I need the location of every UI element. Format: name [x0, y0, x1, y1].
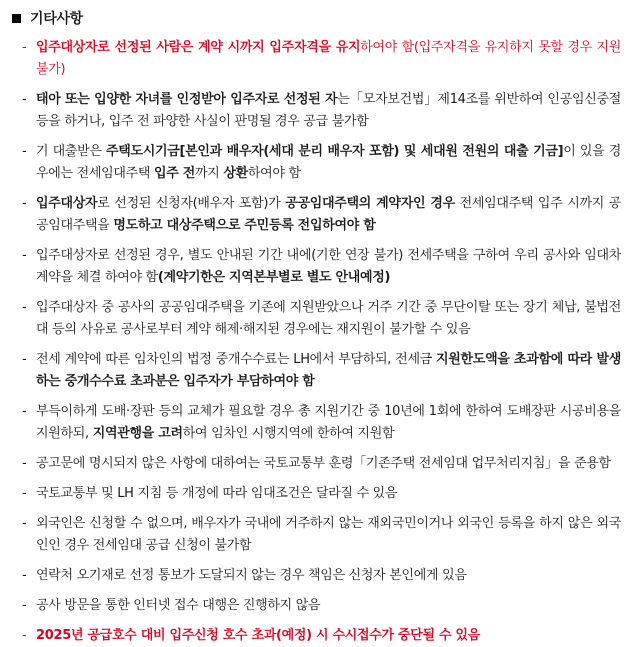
dash-bullet: - [22, 248, 27, 263]
notice-item [12, 513, 621, 557]
notice-item [12, 453, 621, 475]
notice-item-text [36, 193, 621, 237]
dash-bullet: - [22, 144, 27, 159]
body-text: 이 있을 경우에는 전세임대주택 [36, 144, 621, 181]
emphasis-text: 공공임대주택의 계약자인 경우 [285, 196, 455, 211]
dash-bullet: - [22, 456, 27, 471]
body-text: 연락처 오기재로 선정 통보가 도달되지 않는 경우 책임은 신청자 본인에게 있음 [36, 568, 467, 583]
notice-item [12, 595, 621, 617]
body-text: 는「모자보건법」제14조를 위반하여 인공임신중절 등을 하거나, 입주 전 파양한 사실이 판명될 경우 공급 불가함 [36, 92, 621, 129]
dash-bullet: - [22, 300, 27, 315]
emphasis-text: 입주대상자 [36, 196, 98, 211]
notice-item-text [36, 513, 621, 557]
dash-bullet: - [22, 486, 27, 501]
emphasis-text: 지원한도액을 초과함에 따라 발생하는 중개수수료 초과분은 입주자가 부담하여야 함 [36, 352, 622, 389]
emphasis-text: (계약기한은 지역본부별로 별도 안내예정) [157, 270, 391, 285]
notice-item-text [36, 565, 621, 587]
dash-bullet: - [22, 352, 27, 367]
notice-item [12, 401, 621, 445]
emphasis-text: 명도하고 대상주택으로 주민등록 전입하여야 함 [113, 218, 376, 233]
emphasis-text: 주택도시기금[본인과 배우자(세대 분리 배우자 포함) 및 세대원 전원의 대출 기금] [105, 144, 564, 159]
notice-item [12, 625, 621, 647]
notice-item [12, 141, 621, 185]
notice-item [12, 245, 621, 289]
section-heading [12, 8, 621, 28]
body-text: 외국인은 신청할 수 없으며, 배우자가 국내에 거주하지 않는 재외국민이거나 외국인 등록을 하지 않은 외국인인 경우 전세임대 공급 신청이 불가함 [36, 516, 621, 553]
notice-item [12, 349, 621, 393]
notice-item-text [36, 625, 621, 647]
dash-bullet: - [22, 516, 27, 531]
body-text: 전세 계약에 따른 임차인의 법정 중개수수료는 LH에서 부담하되, 전세금 [36, 352, 437, 367]
notice-item [12, 89, 621, 133]
dash-bullet: - [22, 404, 27, 419]
body-text: 로 선정된 신청자(배우자 포함)가 [97, 196, 286, 211]
body-text: 국토교통부 및 LH 지침 등 개정에 따라 임대조건은 달라질 수 있음 [36, 486, 398, 501]
body-text: 기 대출받은 [36, 144, 106, 159]
notice-item-text [36, 453, 621, 475]
notice-item-text [36, 297, 621, 341]
emphasis-text: 상환 [223, 166, 248, 181]
dash-bullet: - [22, 568, 27, 583]
notice-item-text [36, 37, 621, 81]
dash-bullet: - [22, 40, 27, 55]
dash-bullet: - [22, 628, 27, 643]
notice-item [12, 193, 621, 237]
notice-item-text [36, 349, 621, 393]
notice-item [12, 37, 621, 81]
emphasis-text: 태아 또는 입양한 자녀를 인정받아 입주자로 선정된 자 [36, 92, 338, 107]
emphasis-text: 지역관행을 고려 [92, 426, 183, 441]
body-text: 부득이하게 도배·장판 등의 교체가 필요할 경우 총 지원기간 중 10년에 1회에 한하여 도배장판 시공비용을 지원하되, [36, 404, 621, 441]
notice-item [12, 565, 621, 587]
notice-item-text [36, 89, 621, 133]
body-text: 입주대상자로 선정된 경우, 별도 안내된 기간 내에(기한 연장 불가) 전세주택을 구하여 우리 공사와 임대차계약을 체결 하여야 함 [36, 248, 621, 285]
body-text: 공사 방문을 통한 인터넷 접수 대행은 진행하지 않음 [36, 598, 321, 613]
notice-item-text [36, 141, 621, 185]
body-text: 하여야 함 [247, 166, 301, 181]
body-text: 공고문에 명시되지 않은 사항에 대하여는 국토교통부 훈령「기존주택 전세임대 업무처리지침」을 준용함 [36, 456, 611, 471]
dash-bullet: - [22, 598, 27, 613]
square-bullet-icon [12, 14, 21, 23]
notice-list [12, 37, 621, 647]
emphasis-text: 입주 전 [154, 166, 195, 181]
body-text: 입주대상자 중 공사의 공공임대주택을 기존에 지원받았으나 거주 기간 중 무단이탈 또는 장기 체납, 불법전대 등의 사유로 공사로부터 계약 해제·해지된 경우에는 재지원이 불가할 수 있음 [36, 300, 621, 337]
dash-bullet: - [22, 92, 27, 107]
notice-item-text [36, 245, 621, 289]
emphasis-text: 입주대상자로 선정된 사람은 계약 시까지 입주자격을 유지 [36, 40, 361, 55]
notice-item-text [36, 483, 621, 505]
dash-bullet: - [22, 196, 27, 211]
body-text: 하여 임차인 시행지역에 한하여 지원함 [182, 426, 395, 441]
emphasis-text: 2025년 공급호수 대비 입주신청 호수 초과(예정) 시 수시접수가 중단될 수 있음 [36, 628, 481, 643]
section-title: 기타사항 [30, 11, 83, 27]
body-text: 전세임대주택 입주 시까지 공공임대주택을 [36, 196, 621, 233]
notice-item-text [36, 401, 621, 445]
notice-item [12, 297, 621, 341]
body-text: 하여야 함(입주자격을 유지하지 못할 경우 지원불가) [36, 40, 621, 77]
body-text: 까지 [195, 166, 224, 181]
notice-item [12, 483, 621, 505]
notice-item-text [36, 595, 621, 617]
